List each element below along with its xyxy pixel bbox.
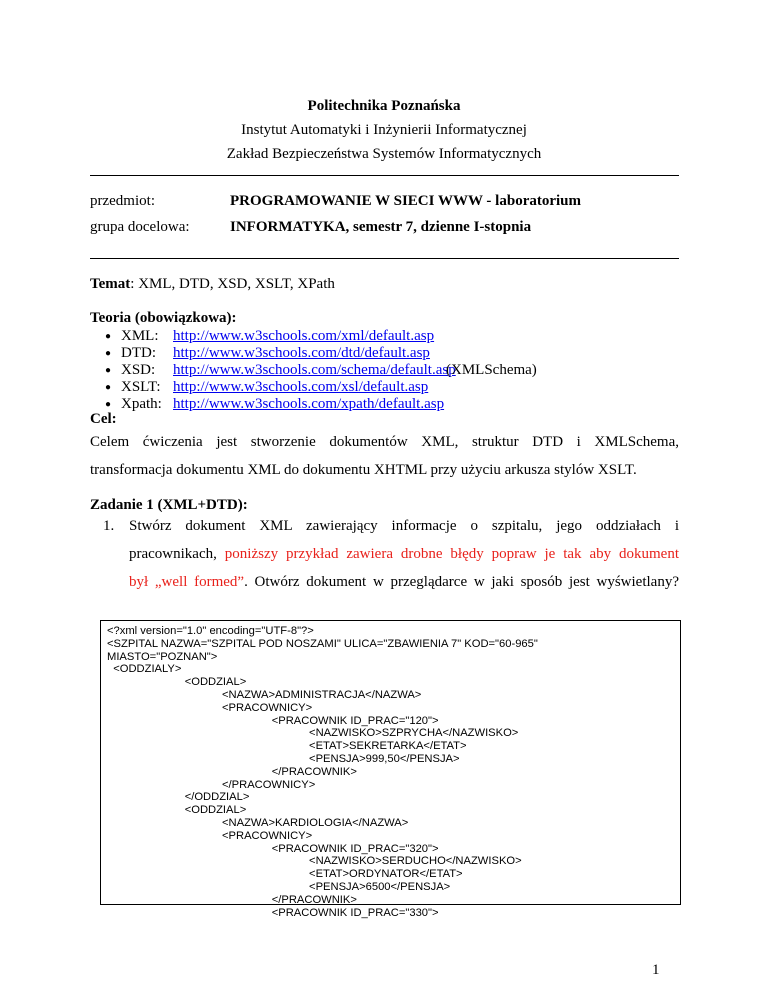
task-line: Stwórz dokument XML zawierający informacje o szpitalu, jego oddziałach i (129, 518, 679, 534)
code-line: <PRACOWNIK ID_PRAC="330"> (107, 906, 439, 919)
link-topic-name: Xpath: (121, 396, 162, 412)
code-listing (100, 620, 681, 919)
topic-text: : XML, DTD, XSD, XSLT, XPath (130, 276, 335, 292)
subject-value: PROGRAMOWANIE W SIECI WWW - laboratorium (230, 193, 582, 209)
code-line: <ODDZIAL> (107, 676, 247, 689)
code-line: <PRACOWNIK ID_PRAC="320"> (107, 842, 439, 855)
top-divider (90, 175, 679, 176)
task-number: 1. (103, 518, 115, 534)
link-topic-name: XML: (121, 328, 159, 344)
xsd-note: (XMLSchema) (446, 362, 537, 378)
bullet-icon: ● (105, 348, 112, 359)
theory-heading: Teoria (obowiązkowa): (90, 310, 237, 326)
xml-code (101, 621, 680, 919)
group-label: grupa docelowa: (90, 219, 190, 235)
link-topic-name: DTD: (121, 345, 156, 361)
link-topic-name: XSD: (121, 362, 156, 378)
link-topic-name: XSLT: (121, 379, 161, 395)
code-line: <NAZWISKO>SERDUCHO</NAZWISKO> (107, 855, 522, 868)
xml-link[interactable]: http://www.w3schools.com/xml/default.asp (173, 328, 435, 344)
topic-line (90, 276, 335, 293)
code-line: <PENSJA>999,50</PENSJA> (107, 752, 460, 765)
bullet-icon: ● (105, 331, 112, 342)
code-line: <ODDZIAL> (107, 804, 247, 817)
code-line: <PENSJA>6500</PENSJA> (107, 880, 451, 893)
goal-line: transformacja dokumentu XML do dokumentu XHTML przy użyciu arkusza stylów XSLT. (90, 462, 637, 478)
dtd-link[interactable]: http://www.w3schools.com/dtd/default.asp (173, 345, 430, 361)
bullet-icon: ● (105, 382, 112, 393)
code-line: </ODDZIAL> (107, 791, 250, 804)
xslt-link[interactable]: http://www.w3schools.com/xsl/default.asp (173, 379, 429, 395)
task-heading: Zadanie 1 (XML+DTD): (90, 497, 248, 513)
bottom-divider (90, 258, 679, 259)
task-line (129, 568, 679, 596)
goal-paragraph (90, 428, 679, 484)
department-name: Zakład Bezpieczeństwa Systemów Informatycznych (226, 146, 542, 162)
task-text: . Otwórz dokument w przeglądarce w jaki sposób jest wyświetlany? (244, 574, 679, 590)
university-name: Politechnika Poznańska (307, 98, 461, 114)
code-line: <PRACOWNICY> (107, 701, 313, 714)
task-description (129, 512, 679, 596)
group-value: INFORMATYKA, semestr 7, dzienne I-stopnia (230, 219, 532, 235)
code-line: <?xml version="1.0" encoding="UTF-8"?> (107, 625, 314, 637)
code-line: <ETAT>ORDYNATOR</ETAT> (107, 868, 463, 881)
goal-line: Celem ćwiczenia jest stworzenie dokumentów XML, struktur DTD i XMLSchema, (90, 434, 679, 450)
topic-label: Temat (90, 276, 131, 292)
code-line: <NAZWA>ADMINISTRACJA</NAZWA> (107, 688, 422, 701)
task-text: pracownikach, (129, 546, 225, 562)
code-line: <ETAT>SEKRETARKA</ETAT> (107, 740, 467, 753)
code-line: <PRACOWNICY> (107, 829, 313, 842)
code-line: </PRACOWNICY> (107, 778, 316, 791)
task-line (129, 540, 679, 568)
subject-label: przedmiot: (90, 193, 155, 209)
institute-name: Instytut Automatyki i Inżynierii Informatycznej (241, 122, 527, 138)
task-warning-text: był „well formed” (129, 574, 245, 590)
goal-heading: Cel: (90, 411, 117, 427)
bullet-icon: ● (105, 365, 112, 376)
code-line: <PRACOWNIK ID_PRAC="120"> (107, 714, 439, 727)
code-line: <NAZWISKO>SZPRYCHA</NAZWISKO> (107, 727, 519, 740)
code-line: MIASTO="POZNAN"> (107, 650, 218, 663)
task-warning-text: poniższy przykład zawiera drobne błędy popraw je tak aby dokument (224, 546, 679, 562)
code-line: <NAZWA>KARDIOLOGIA</NAZWA> (107, 816, 409, 829)
code-line: <ODDZIALY> (107, 663, 182, 676)
code-line: </PRACOWNIK> (107, 765, 357, 778)
code-line: </PRACOWNIK> (107, 893, 357, 906)
xpath-link[interactable]: http://www.w3schools.com/xpath/default.asp (173, 396, 445, 412)
page-number: 1 (652, 962, 660, 978)
code-line: <SZPITAL NAZWA="SZPITAL POD NOSZAMI" ULICA="ZBAWIENIA 7" KOD="60-965" (107, 637, 538, 650)
bullet-icon: ● (105, 399, 112, 410)
xsd-link[interactable]: http://www.w3schools.com/schema/default.asp (173, 362, 456, 378)
